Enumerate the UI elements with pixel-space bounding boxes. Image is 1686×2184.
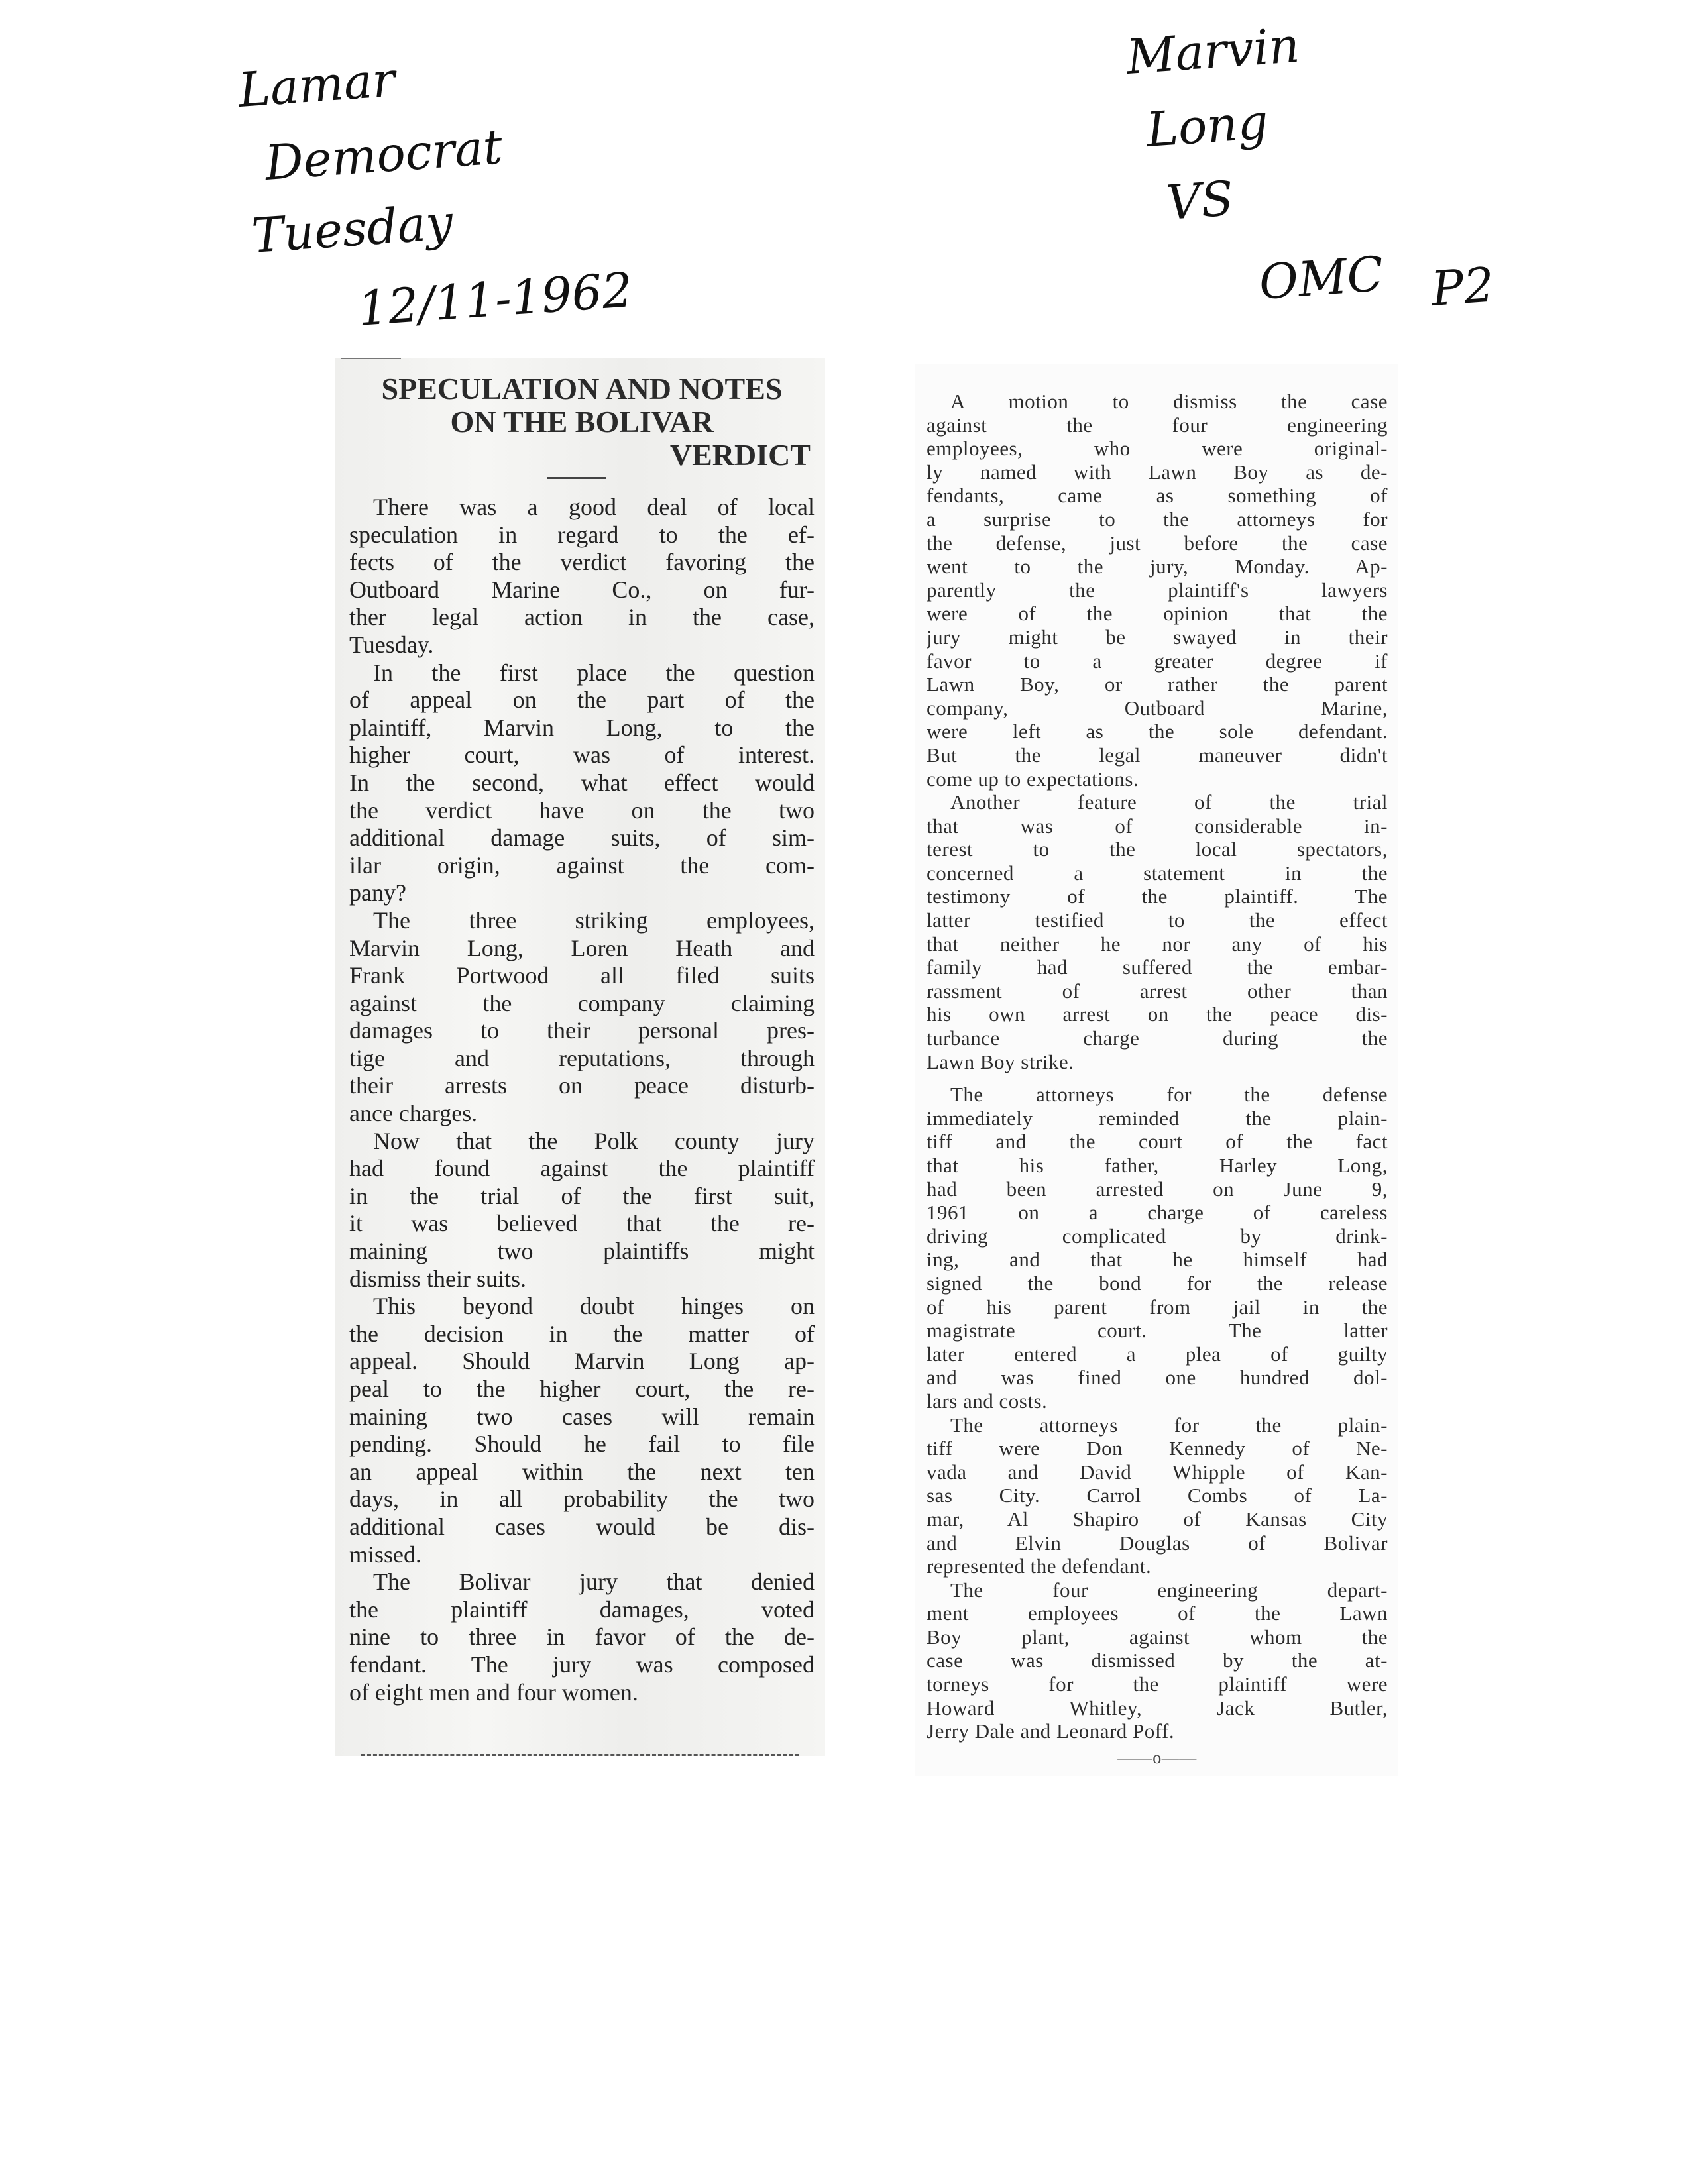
text-line: In the second, what effect would [349,769,815,796]
paragraph [927,1413,1388,1578]
text-line: family had suffered the embar- [927,956,1388,979]
text-line: maining two cases will remain [349,1403,815,1430]
text-line: represented the defendant. [927,1555,1152,1578]
text-line: higher court, was of interest. [349,741,815,769]
text-line: turbance charge during the [927,1026,1388,1050]
text-line: were left as the sole defendant. [927,720,1388,743]
text-line: his own arrest on the peace dis- [927,1003,1388,1026]
text-line: that his father, Harley Long, [927,1154,1388,1177]
text-line: The four engineering depart- [950,1578,1388,1602]
text-line: had been arrested on June 9, [927,1177,1388,1201]
text-line: fects of the verdict favoring the [349,549,815,576]
text-line: maining two plaintiffs might [349,1238,815,1265]
text-line: This beyond doubt hinges on [373,1293,815,1320]
text-line: vada and David Whipple of Kan- [927,1460,1388,1484]
text-line: against the company claiming [349,989,815,1016]
text-line: dismiss their suits. [349,1265,527,1292]
text-line: Howard Whitley, Jack Butler, [927,1696,1388,1720]
handwritten-line: Tuesday [250,193,455,264]
text-line: tiff and the court of the fact [927,1130,1388,1154]
handwritten-line: P2 [1430,256,1496,317]
text-line: additional cases would be dis- [349,1513,815,1540]
text-line: Lawn Boy, or rather the parent [927,673,1388,696]
text-line: signed the bond for the release [927,1271,1388,1295]
text-line: The attorneys for the plain- [950,1413,1388,1437]
text-line: concerned a statement in the [927,861,1388,885]
text-line: terest to the local spectators, [927,838,1388,861]
text-line: mar, Al Shapiro of Kansas City [927,1507,1388,1531]
text-line: ment employees of the Lawn [927,1602,1388,1625]
text-line: pany? [349,879,406,906]
clipping-cut-edge [361,1754,799,1756]
text-line: magistrate court. The latter [927,1319,1388,1342]
text-line: the defense, just before the case [927,531,1388,555]
text-line: the verdict have on the two [349,796,815,824]
text-line: The Bolivar jury that denied [373,1568,815,1596]
text-line: sas City. Carrol Combs of La- [927,1484,1388,1507]
text-line: appeal. Should Marvin Long ap- [349,1348,815,1375]
handwritten-line: Democrat [263,119,504,191]
text-line: ly named with Lawn Boy as de- [927,460,1388,484]
text-line: lars and costs. [927,1389,1048,1413]
paragraph [349,1293,815,1568]
text-line: had found against the plaintiff [349,1155,815,1182]
end-ornament: ——o—— [1117,1747,1197,1767]
text-line: nine to three in favor of the de- [349,1623,815,1651]
newspaper-clipping-left [335,358,825,1756]
paragraph [349,1128,815,1293]
text-line: The three striking employees, [373,906,815,934]
text-line: later entered a plea of guilty [927,1342,1388,1366]
paragraph [349,907,815,1128]
text-line: it was believed that the re- [349,1210,815,1237]
text-line: an appeal within the next ten [349,1458,815,1485]
text-line: fendant. The jury was composed [349,1651,815,1678]
text-line: favor to a greater degree if [927,649,1388,673]
text-line: 1961 on a charge of careless [927,1201,1388,1225]
paragraph [927,1578,1388,1743]
newspaper-clipping-right [915,364,1398,1776]
handwritten-line: Marvin [1125,17,1302,85]
text-line: peal to the higher court, the re- [349,1376,815,1402]
text-line: missed. [349,1541,422,1568]
text-line: a surprise to the attorneys for [927,507,1388,531]
text-line: of his parent from jail in the [927,1295,1388,1319]
text-line: Outboard Marine Co., on fur- [349,576,815,603]
handwritten-line: Long [1145,93,1270,158]
text-line: ance charges. [349,1100,478,1127]
text-line: were of the opinion that the [927,602,1388,626]
headline-divider [547,477,606,479]
text-line: immediately reminded the plain- [927,1106,1388,1130]
text-line: fendants, came as something of [927,484,1388,508]
text-line: tige and reputations, through [349,1044,815,1071]
text-line: There was a good deal of local [373,494,815,520]
text-line: additional damage suits, of sim- [349,824,815,851]
text-line: and Elvin Douglas of Bolivar [927,1531,1388,1555]
handwritten-line: VS [1164,170,1236,231]
text-line: Frank Portwood all filed suits [349,962,815,989]
text-line: damages to their personal pres- [349,1017,815,1044]
text-line: Tuesday. [349,631,434,658]
text-line: Now that the Polk county jury [373,1127,815,1154]
text-line: Jerry Dale and Leonard Poff. [927,1720,1175,1743]
text-line: days, in all probability the two [349,1486,815,1513]
paragraph [349,494,815,659]
text-line: A motion to dismiss the case [950,390,1388,413]
paragraph [927,1083,1388,1413]
text-line: parently the plaintiff's lawyers [927,578,1388,602]
text-line: driving complicated by drink- [927,1224,1388,1248]
text-line: case was dismissed by the at- [927,1649,1388,1672]
text-line: In the first place the question [373,659,815,686]
paragraph [349,1568,815,1706]
article-headline [353,372,811,472]
text-line: of appeal on the part of the [349,686,815,714]
paragraph [349,659,815,907]
text-line: speculation in regard to the ef- [349,521,815,548]
text-line: ilar origin, against the com- [349,851,815,879]
text-line: come up to expectations. [927,767,1139,791]
text-line: their arrests on peace disturb- [349,1072,815,1099]
text-line: tiff were Don Kennedy of Ne- [927,1437,1388,1460]
text-line: Marvin Long, Loren Heath and [349,934,815,961]
handwritten-line: 12/11-1962 [356,262,634,337]
text-line: employees, who were original- [927,437,1388,461]
paragraph [927,390,1388,791]
text-line: went to the jury, Monday. Ap- [927,555,1388,578]
text-line: company, Outboard Marine, [927,696,1388,720]
handwritten-line: OMC [1257,245,1386,310]
text-line: ther legal action in the case, [349,604,815,631]
article-body-left [349,494,815,1706]
article-body-right [927,390,1388,1769]
headline-line: SPECULATION AND NOTES [381,372,783,406]
text-line: pending. Should he fail to file [349,1431,815,1458]
headline-line: VERDICT [669,438,811,472]
text-line: Boy plant, against whom the [927,1625,1388,1649]
text-line: ing, and that he himself had [927,1248,1388,1272]
text-line: in the trial of the first suit, [349,1182,815,1209]
text-line: that neither he nor any of his [927,932,1388,956]
text-line: The attorneys for the defense [950,1083,1388,1107]
paragraph [927,791,1388,1073]
text-line: against the four engineering [927,413,1388,437]
text-line: plaintiff, Marvin Long, to the [349,714,815,741]
text-line: rassment of arrest other than [927,979,1388,1003]
text-line: Lawn Boy strike. [927,1050,1074,1073]
text-line: and was fined one hundred dol- [927,1366,1388,1390]
text-line: testimony of the plaintiff. The [927,885,1388,908]
text-line: of eight men and four women. [349,1678,638,1706]
headline-line: ON THE BOLIVAR [450,405,714,439]
text-line: the decision in the matter of [349,1320,815,1347]
text-line: that was of considerable in- [927,814,1388,838]
text-line: the plaintiff damages, voted [349,1596,815,1623]
text-line: latter testified to the effect [927,908,1388,932]
handwritten-line: Lamar [237,51,397,118]
text-line: jury might be swayed in their [927,625,1388,649]
text-line: Another feature of the trial [950,791,1388,814]
text-line: But the legal maneuver didn't [927,743,1388,767]
text-line: torneys for the plaintiff were [927,1672,1388,1696]
